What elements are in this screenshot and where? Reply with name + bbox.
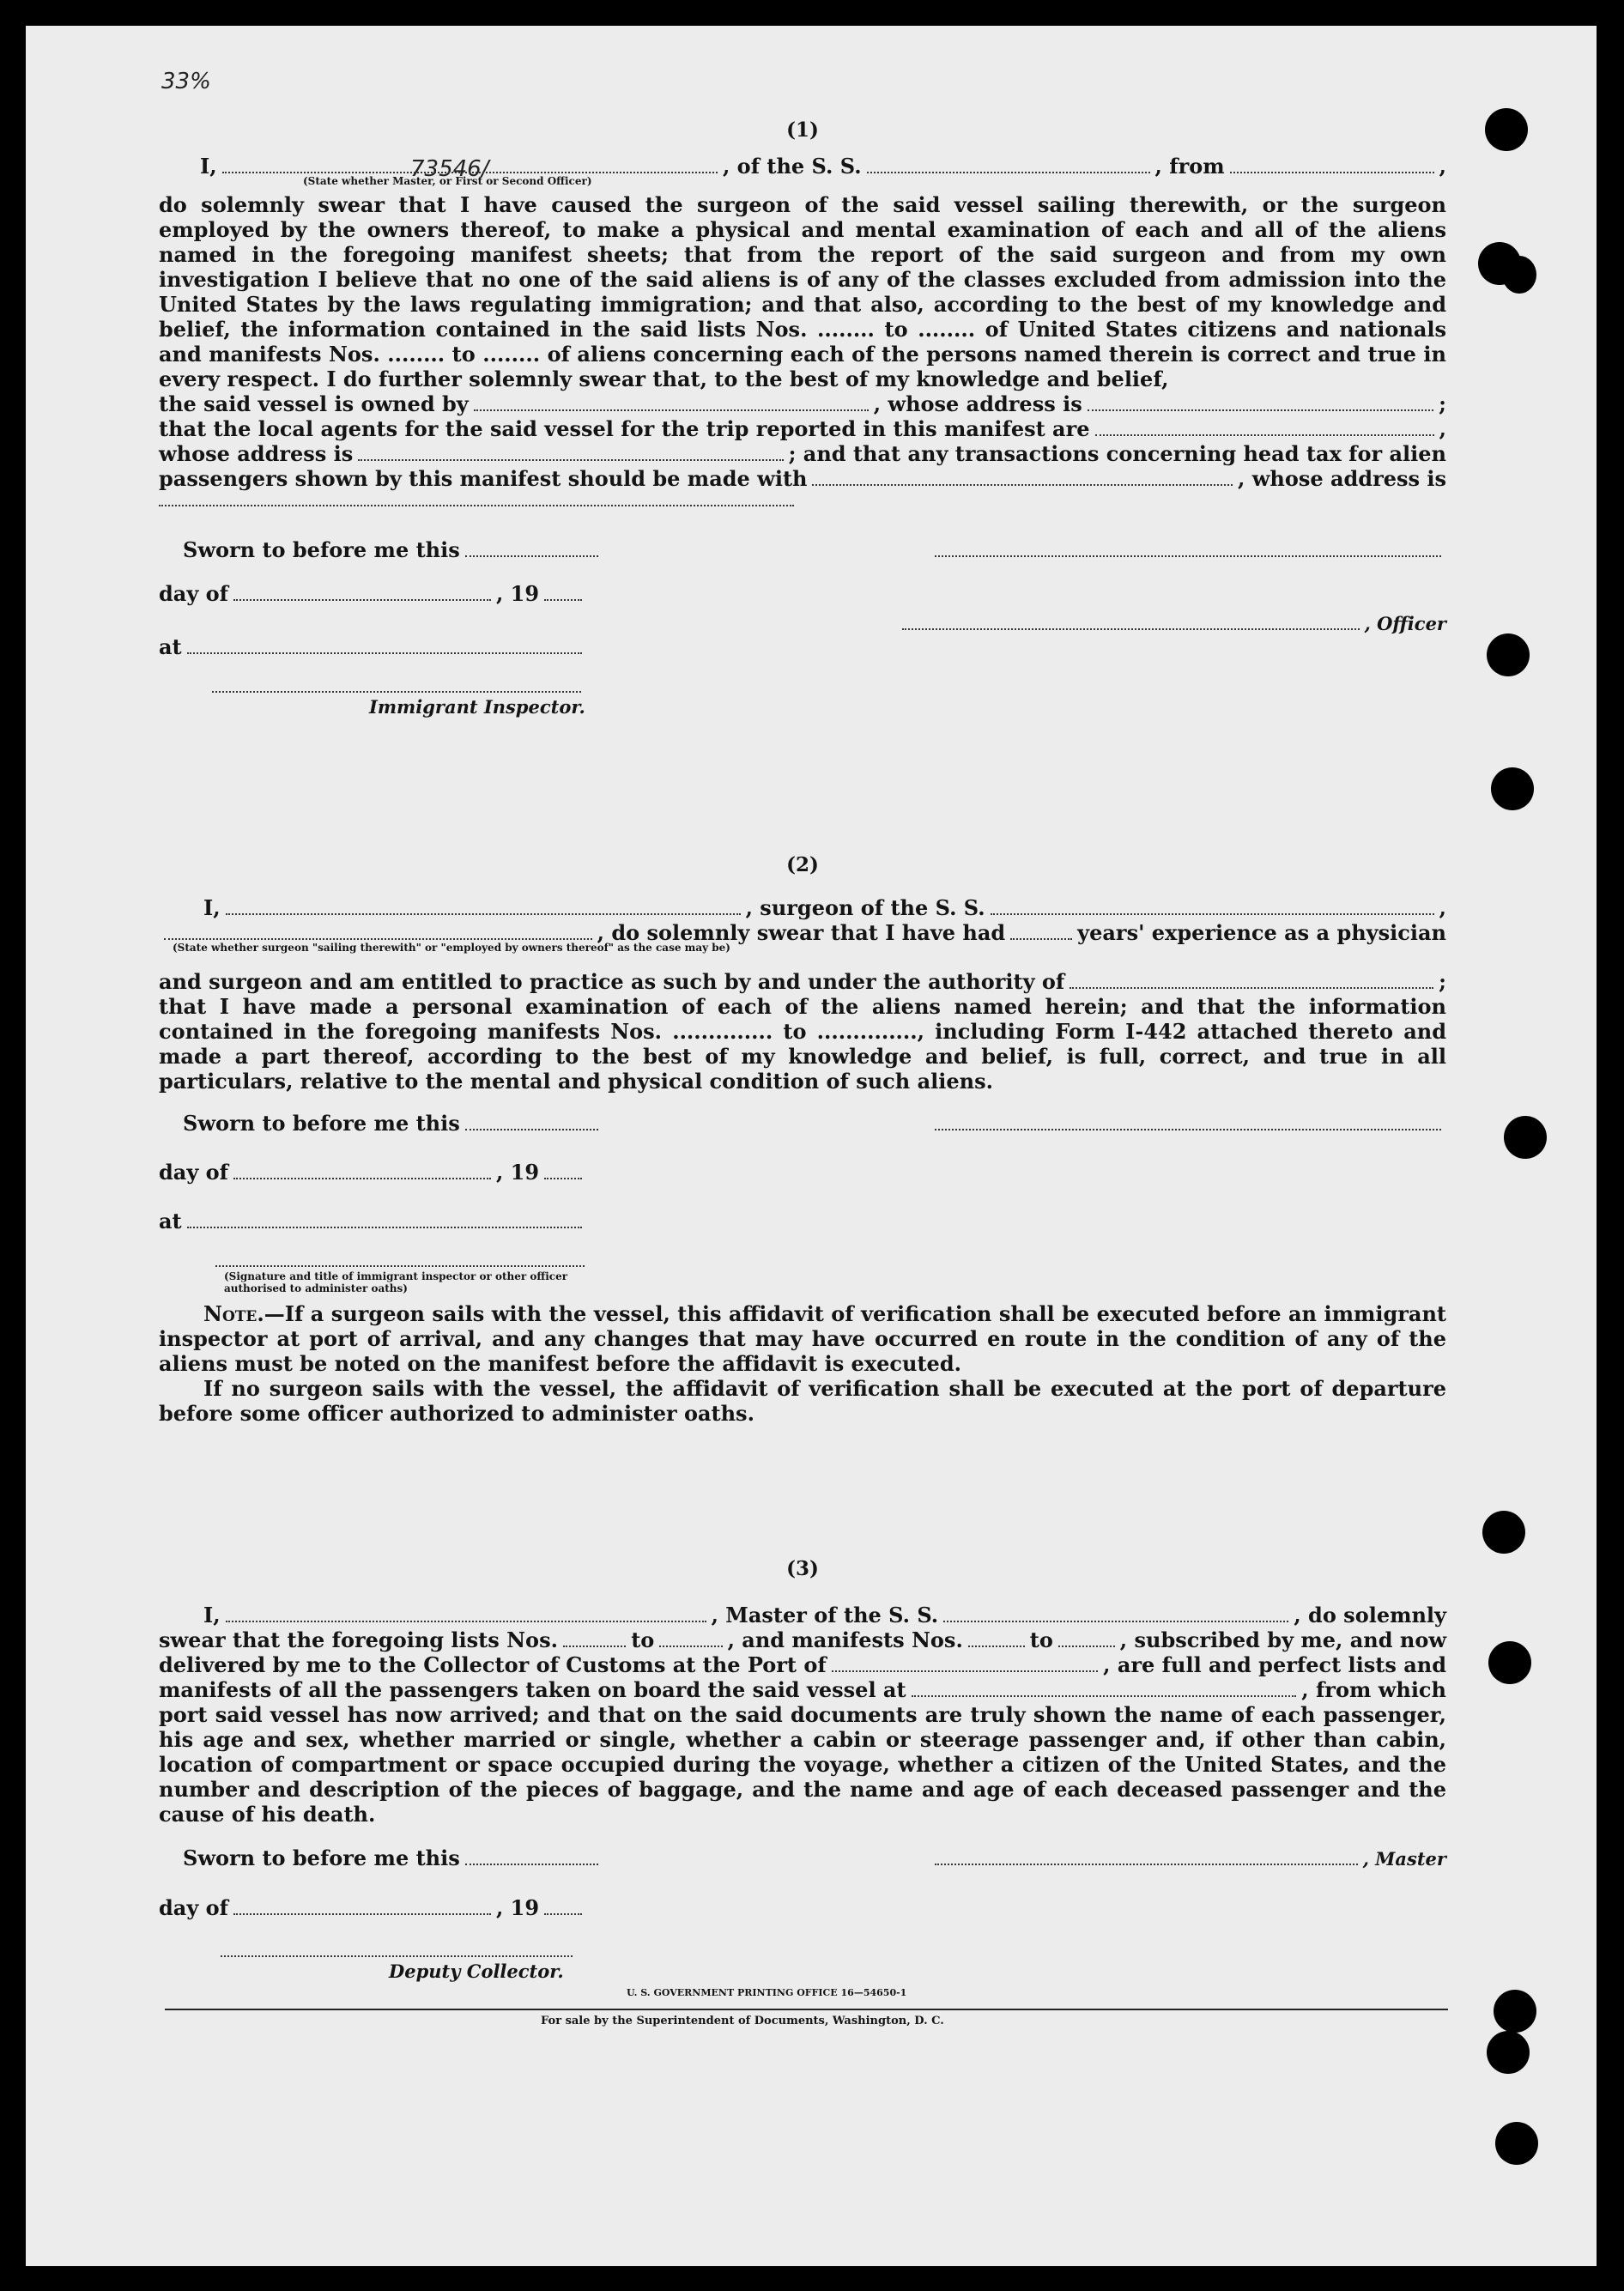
text: whose address is [159,441,354,466]
manifest-end-field[interactable] [1058,1632,1115,1647]
punch-hole [1487,633,1530,676]
text: I, [200,154,217,179]
officer-signature-line[interactable] [935,542,1441,557]
from-port-field[interactable] [1230,158,1434,173]
punch-hole [1482,1511,1525,1554]
local-agents-field[interactable] [1095,421,1434,436]
deputy-collector-signature-line[interactable] [221,1955,573,1957]
day-month-field[interactable] [233,585,491,601]
oath-paragraph: do solemnly swear that I have caused the surgeon of the said vessel sailing therewith, or the surgeon employed by the owners thereof, to make a physical and mental examination of each and all of the aliens named in the foregoing manifest sheets; that from the report of the said surgeon and from my own investigation I believe that no one of the said aliens is of any of the classes excluded from admission into the United States by the laws regulating immigration; and that also, according to the best of my knowledge and belief, the information contained in the said lists Nos. ........ to ........ of United States citizens and nationals and manifests Nos. ........ to ........ of aliens concerning each of the persons named therein is correct and true in every respect. I do further solemnly swear that, to the best of my knowledge and belief, [159,192,1446,391]
punch-hole [1494,1990,1536,2033]
handwritten-notation: 73546/ [410,156,489,182]
year-field[interactable] [544,1900,582,1915]
text: to [631,1627,655,1652]
note-label: Note. [203,1301,264,1326]
text: , of the S. S. [722,154,862,179]
inspector-signature-line[interactable] [212,690,581,693]
manifest-start-field[interactable] [968,1632,1025,1647]
printing-office-imprint: U. S. GOVERNMENT PRINTING OFFICE 16—54650-1 [627,1987,907,1998]
officer-name-line[interactable] [902,615,1360,630]
footer-rule [165,2009,1448,2010]
punch-hole [1487,2031,1530,2074]
punch-hole [1488,1641,1531,1684]
text: , do solemnly swear that I have had [597,920,1006,945]
inspector-title: Immigrant Inspector. [369,696,585,718]
text: delivered by me to the Collector of Customs at the Port of [159,1652,827,1677]
text: day of [159,581,228,606]
text: , do solemnly [1294,1603,1446,1627]
text: day of [159,1895,228,1920]
section-1: (1) I, , of the S. S. , from , (State whether Master, or First or Second Officer) do solemnly swear that I have caused the surgeon of the said vessel sailing therewith, or the surgeon employed by the owners thereof, to make a physical and mental examination of each and all of the aliens named in the foregoing manifest sheets; that from the report of the said surgeon and from my own investigation I believe that no one of the said aliens is of any of the classes excluded from admission into the United States by the laws regulating immigration; and that also, according to the best of my knowledge and belief, the information contained in the said lists Nos. ........ to ........ of United States citizens and nationals and manifests Nos. ........ to ........ of aliens concerning each of the persons named therein is correct and true in every respect. I do further solemnly swear that, to the best of my knowledge and belief, the said vessel is owned by , whose address is ; that the local agents for the said vessel for the trip reported in this manifest are , whose address is ; and that any transactions concerning head tax for alien passengers shown by this manifest should be made with , whose address is Sworn to before me this day of , 19 , Officer at Immigrant Inspector. [159,118,1446,718]
inspector-signature-line[interactable] [215,1264,585,1267]
text: , are full and perfect lists and [1103,1652,1446,1677]
text: , from which [1301,1677,1446,1702]
text: , 19 [495,581,540,606]
list-end-field[interactable] [659,1632,722,1647]
text: ; and that any transactions concerning head tax for alien [788,441,1446,466]
note-paragraph-2: If no surgeon sails with the vessel, the affidavit of verification shall be executed at the port of departure before some officer authorized to administer oaths. [159,1376,1446,1426]
master-title: , Master [1362,1848,1446,1870]
vessel-name-field[interactable] [867,158,1150,173]
boarding-port-field[interactable] [912,1682,1297,1697]
owner-field[interactable] [474,396,869,411]
text: passengers shown by this manifest should be made with [159,466,808,491]
vessel-name-field[interactable] [943,1607,1288,1622]
master-signature-line[interactable] [935,1850,1358,1865]
text: swear that the foregoing lists Nos. [159,1627,558,1652]
master-paragraph: port said vessel has now arrived; and that on the said documents are truly shown the name of each passenger, his age and sex, whether married or single, whether a cabin or steerage passenger and, if other than cabin, location of compartment or space occupied during the voyage, whether a citizen of the United States, and the number and description of the pieces of baggage, and the name and age of each deceased passenger and the cause of his death. [159,1702,1446,1827]
officer-title: , Officer [1364,613,1446,634]
field-caption: (State whether Master, or First or Second Officer) [303,175,592,187]
text: , and manifests Nos. [727,1627,963,1652]
surgeon-signature-line[interactable] [935,1115,1441,1130]
list-start-field[interactable] [563,1632,626,1647]
head-tax-party-field[interactable] [812,470,1233,486]
day-month-field[interactable] [233,1164,491,1179]
text: the said vessel is owned by [159,391,469,416]
text: manifests of all the passengers taken on board the said vessel at [159,1677,906,1702]
text: , 19 [495,1160,540,1185]
text: and surgeon and am entitled to practice as such by and under the authority of [159,969,1065,994]
text: , Master of the S. S. [711,1603,939,1627]
owner-address-field[interactable] [1088,396,1433,411]
text: Sworn to before me this [183,1111,460,1136]
surgeon-status-field[interactable] [164,924,592,940]
text: day of [159,1160,228,1185]
vessel-name-field[interactable] [991,900,1434,915]
text: , 19 [495,1895,540,1920]
punch-hole [1485,108,1528,151]
day-month-field[interactable] [233,1900,491,1915]
head-tax-address-field[interactable] [159,491,794,506]
text: , whose address is [873,391,1082,416]
text: I, [203,1603,221,1627]
text: , surgeon of the S. S. [745,895,985,920]
agent-address-field[interactable] [358,445,783,461]
text: at [159,1209,182,1233]
signature-caption: (Signature and title of immigrant inspector or other officer authorised to administer oaths) [224,1270,568,1294]
form-page [26,26,1597,2266]
examination-paragraph: that I have made a personal examination of each of the aliens named herein; and that the information contained in the foregoing manifests Nos. .............. to .............., including Form I-442 attached thereto and made a part thereof, according to the best of my knowledge and belief, is full, correct, and true in all particulars, relative to the mental and physical condition of such aliens. [159,994,1446,1094]
sales-notice: For sale by the Superintendent of Documents, Washington, D. C. [541,2015,944,2027]
field-caption: (State whether surgeon "sailing therewith" or "employed by owners thereof" as the case may be) [173,942,730,954]
punch-hole [1504,1116,1547,1159]
note-text: —If a surgeon sails with the vessel, this affidavit of verification shall be executed before an immigrant inspector at port of arrival, and any changes that may have occurred en route in the condition of any of the aliens must be noted on the manifest before the affidavit is executed. [159,1301,1446,1376]
surgeon-name-field[interactable] [226,900,741,915]
sworn-date-field[interactable] [465,542,598,557]
text: at [159,634,182,659]
text: Sworn to before me this [183,537,460,562]
text: years' experience as a physician [1077,920,1446,945]
text: I, [203,895,221,920]
text: to [1029,1627,1053,1652]
text: that the local agents for the said vessel for the trip reported in this manifest are [159,416,1090,441]
punch-hole [1495,2122,1538,2165]
authority-field[interactable] [1070,973,1433,989]
text: , from [1154,154,1225,179]
handwritten-notation: 33% [161,69,211,94]
note-paragraph [159,1301,1446,1376]
years-experience-field[interactable] [1010,924,1072,940]
sworn-date-field[interactable] [465,1850,598,1865]
punch-hole [1491,767,1534,810]
place-field[interactable] [187,1213,582,1228]
year-field[interactable] [544,1164,582,1179]
text: , whose address is [1238,466,1446,491]
place-field[interactable] [187,639,582,654]
officer-name-field[interactable] [222,158,718,173]
section-heading: (1) [786,118,819,142]
year-field[interactable] [544,585,582,601]
port-field[interactable] [832,1657,1098,1672]
punch-hole [1502,256,1536,294]
text: , subscribed by me, and now [1119,1627,1447,1652]
text: Sworn to before me this [183,1846,460,1870]
section-2: (2) I, , surgeon of the S. S. , , do solemnly swear that I have had years' experience as a physician (State whether surgeon "sailing therewith" or "employed by owners thereof" as the case may be) and surgeon and am entitled to practice as such by and under the authority of ; that I have made a personal examination of each of the aliens named herein; and that the information contained in the foregoing manifests Nos. .............. to .............., including Form I-442 attached thereto and made a part thereof, according to the best of my knowledge and belief, is full, correct, and true in all particulars, relative to the mental and physical condition of such aliens. Sworn to before me this day of , 19 at (Signature and title of immigrant inspector or other officer authorised to administer oaths) Note.—If a surgeon sails with the vessel, this affidavit of verification shall be executed before an immigrant inspector at port of arrival, and any changes that may have occurred en route in the condition of any of the aliens must be noted on the manifest before the affidavit is executed. If no surgeon sails with the vessel, the affidavit of verification shall be executed at the port of departure before some officer authorized to administer oaths. [159,853,1446,1426]
sworn-date-field[interactable] [465,1115,598,1130]
section-3 [159,1557,1446,1982]
master-name-field[interactable] [226,1607,706,1622]
section-heading: (2) [786,853,819,876]
deputy-collector-title: Deputy Collector. [389,1961,564,1982]
section-heading: (3) [786,1557,819,1580]
